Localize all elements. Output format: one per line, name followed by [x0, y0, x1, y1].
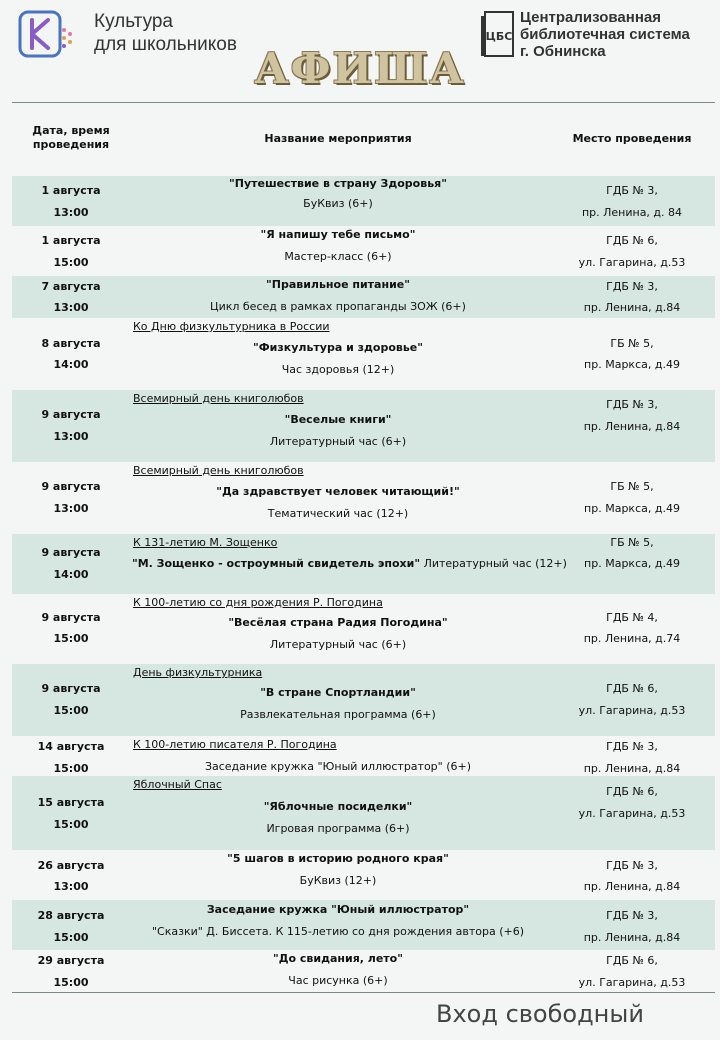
event-time: 15:00 — [53, 762, 89, 775]
header-place: Место проведения — [572, 132, 692, 145]
event-format: Цикл бесед в рамках пропаганды ЗОЖ (6+) — [210, 300, 466, 313]
table-header — [12, 120, 715, 160]
table-row — [12, 850, 715, 900]
event-title: "Путешествие в страну Здоровья" — [229, 177, 447, 190]
event-time: 15:00 — [53, 256, 89, 269]
cbs-line-2: библиотечная система — [520, 26, 690, 43]
event-time: 13:00 — [53, 301, 89, 314]
table-row — [12, 664, 715, 736]
event-date: 9 августа — [41, 682, 101, 695]
event-place-cell — [542, 850, 720, 900]
event-library: ГБ № 5, — [610, 337, 654, 350]
event-address: пр. Маркса, д.49 — [584, 502, 680, 515]
cbs-logo-text: ЦБС — [485, 30, 513, 43]
event-date: 7 августа — [41, 280, 101, 293]
free-entry-note: Вход свободный — [436, 1000, 644, 1028]
event-format: БуКвиз (12+) — [299, 874, 377, 887]
event-title: "Яблочные посиделки" — [263, 800, 413, 813]
event-occasion: Всемирный день книголюбов — [133, 392, 304, 405]
event-time: 15:00 — [53, 931, 89, 944]
event-name-cell — [132, 534, 567, 594]
event-library: ГДБ № 6, — [606, 954, 658, 967]
event-library: ГДБ № 4, — [606, 611, 658, 624]
event-library: ГДБ № 6, — [606, 785, 658, 798]
event-date: 1 августа — [41, 184, 101, 197]
event-place-cell — [542, 318, 720, 390]
event-library: ГДБ № 6, — [606, 682, 658, 695]
event-format: "Сказки" Д. Биссета. К 115-летию со дня рождения автора (+6) — [151, 925, 524, 938]
event-address: пр. Ленина, д.84 — [583, 301, 681, 314]
event-address: пр. Ленина, д.84 — [583, 762, 681, 775]
event-name-cell — [132, 850, 544, 900]
event-time: 15:00 — [53, 976, 89, 989]
event-format: Заседание кружка "Юный иллюстратор" (6+) — [204, 760, 472, 773]
event-date-cell — [12, 318, 130, 390]
table-row — [12, 736, 715, 776]
page-header — [0, 0, 720, 100]
event-date: 9 августа — [41, 611, 101, 624]
table-row — [12, 462, 715, 534]
event-date-cell — [12, 226, 130, 276]
event-date-cell — [12, 900, 130, 950]
bottom-divider — [12, 992, 715, 993]
event-occasion: Ко Дню физкультурника в России — [133, 320, 330, 333]
event-date: 9 августа — [41, 408, 101, 421]
event-time: 13:00 — [53, 880, 89, 893]
event-time: 13:00 — [53, 430, 89, 443]
event-date: 9 августа — [41, 480, 101, 493]
event-format: Литературный час (6+) — [269, 638, 407, 651]
event-place-cell — [542, 594, 720, 664]
event-format: Мастер-класс (6+) — [284, 250, 392, 263]
event-address: ул. Гагарина, д.53 — [578, 807, 686, 820]
event-place-cell — [542, 226, 720, 276]
header-name: Название мероприятия — [264, 132, 412, 145]
event-place-cell — [542, 900, 720, 950]
event-format: Игровая программа (6+) — [266, 822, 410, 835]
event-name-line — [132, 557, 567, 570]
event-name-cell — [132, 390, 544, 462]
event-date: 1 августа — [41, 234, 101, 247]
event-format: Развлекательная программа (6+) — [240, 708, 436, 721]
event-place-cell — [542, 776, 720, 850]
event-date-cell — [12, 534, 130, 594]
event-occasion: Яблочный Спас — [133, 778, 222, 791]
page-title: АФИША — [254, 44, 466, 93]
cbs-line-1: Централизованная — [520, 9, 661, 26]
event-occasion: К 100-летию писателя Р. Погодина — [133, 738, 337, 751]
event-address: пр. Ленина, д.84 — [583, 880, 681, 893]
event-date-cell — [12, 664, 130, 736]
event-library: ГДБ № 3, — [606, 909, 658, 922]
event-occasion: День физкультурника — [133, 666, 263, 679]
event-date: 29 августа — [37, 954, 105, 967]
event-place-cell — [542, 276, 720, 318]
event-place-cell — [542, 462, 720, 534]
event-address: ул. Гагарина, д.53 — [578, 704, 686, 717]
event-title: "М. Зощенко - остроумный свидетель эпохи" — [132, 557, 421, 570]
event-address: пр. Ленина, д.74 — [583, 632, 681, 645]
event-title: "Правильное питание" — [266, 278, 410, 291]
event-name-cell — [132, 318, 544, 390]
event-title: "Да здравствует человек читающий!" — [216, 485, 460, 498]
table-row — [12, 176, 715, 226]
event-name-cell — [132, 594, 544, 664]
event-date-cell — [12, 736, 130, 776]
event-address: пр. Ленина, д. 84 — [581, 206, 683, 219]
event-time: 13:00 — [53, 206, 89, 219]
event-date-cell — [12, 950, 130, 992]
event-library: ГДБ № 3, — [606, 184, 658, 197]
event-name-cell — [132, 950, 544, 992]
event-date: 14 августа — [37, 740, 105, 753]
event-name-cell — [132, 900, 544, 950]
table-row — [12, 776, 715, 850]
event-date-cell — [12, 176, 130, 226]
event-library: ГДБ № 3, — [606, 740, 658, 753]
event-date: 8 августа — [41, 337, 101, 350]
event-time: 14:00 — [53, 568, 89, 581]
event-name-cell — [132, 462, 544, 534]
event-time: 15:00 — [53, 818, 89, 831]
event-occasion: Всемирный день книголюбов — [133, 464, 304, 477]
event-occasion: К 131-летию М. Зощенко — [133, 536, 278, 549]
event-date-cell — [12, 276, 130, 318]
event-place-cell — [542, 736, 720, 776]
event-library: ГБ № 5, — [610, 536, 654, 549]
event-name-cell — [132, 226, 544, 276]
event-address: пр. Ленина, д.84 — [583, 931, 681, 944]
event-time: 14:00 — [53, 358, 89, 371]
event-title: "До свидания, лето" — [273, 952, 403, 965]
event-place-cell — [542, 176, 720, 226]
event-title: "5 шагов в историю родного края" — [227, 852, 449, 865]
event-date: 26 августа — [37, 859, 105, 872]
event-occasion: К 100-летию со дня рождения Р. Погодина — [133, 596, 383, 609]
event-format: БуКвиз (6+) — [303, 197, 373, 210]
event-time: 15:00 — [53, 632, 89, 645]
event-place-cell — [542, 390, 720, 462]
event-name-cell — [132, 176, 544, 226]
event-address: пр. Ленина, д.84 — [583, 420, 681, 433]
event-format: Литературный час (12+) — [420, 557, 567, 570]
event-time: 13:00 — [53, 502, 89, 515]
event-place-cell — [542, 664, 720, 736]
table-row — [12, 318, 715, 390]
event-date-cell — [12, 390, 130, 462]
event-address: ул. Гагарина, д.53 — [578, 976, 686, 989]
table-row — [12, 226, 715, 276]
event-address: ул. Гагарина, д.53 — [578, 256, 686, 269]
event-place-cell — [542, 950, 720, 992]
table-row — [12, 534, 715, 594]
event-title: "Я напишу тебе письмо" — [260, 228, 416, 241]
event-format: Час здоровья (12+) — [281, 363, 395, 376]
table-row — [12, 594, 715, 664]
event-name-cell — [132, 736, 544, 776]
event-format: Тематический час (12+) — [267, 507, 409, 520]
event-library: ГДБ № 6, — [606, 234, 658, 247]
event-title: Заседание кружка "Юный иллюстратор" — [206, 903, 470, 916]
event-title: "Веселые книги" — [284, 413, 392, 426]
event-date: 28 августа — [37, 909, 105, 922]
table-row — [12, 276, 715, 318]
event-date-cell — [12, 776, 130, 850]
event-format: Литературный час (6+) — [269, 435, 407, 448]
event-library: ГБ № 5, — [610, 480, 654, 493]
event-place-cell — [542, 534, 720, 594]
event-title: "Физкультура и здоровье" — [253, 341, 423, 354]
event-name-cell — [132, 776, 544, 850]
table-row — [12, 900, 715, 950]
event-date: 15 августа — [37, 796, 105, 809]
event-name-cell — [132, 664, 544, 736]
event-date-cell — [12, 462, 130, 534]
top-divider — [12, 102, 715, 103]
event-library: ГДБ № 3, — [606, 398, 658, 411]
event-title: "В стране Спортландии" — [260, 686, 416, 699]
event-date-cell — [12, 850, 130, 900]
event-library: ГДБ № 3, — [606, 280, 658, 293]
header-date: Дата, время проведения — [32, 124, 110, 151]
event-address: пр. Маркса, д.49 — [584, 557, 680, 570]
event-date: 9 августа — [41, 546, 101, 559]
event-address: пр. Маркса, д.49 — [584, 358, 680, 371]
event-title: "Весёлая страна Радия Погодина" — [228, 616, 448, 629]
event-name-cell — [132, 276, 544, 318]
event-time: 15:00 — [53, 704, 89, 717]
event-format: Час рисунка (6+) — [288, 974, 388, 987]
table-row — [12, 950, 715, 992]
cbs-line-3: г. Обнинска — [520, 43, 606, 60]
brand-line-2: для школьников — [94, 34, 237, 55]
table-row — [12, 390, 715, 462]
event-library: ГДБ № 3, — [606, 859, 658, 872]
brand-line-1: Культура — [94, 11, 173, 32]
event-date-cell — [12, 594, 130, 664]
